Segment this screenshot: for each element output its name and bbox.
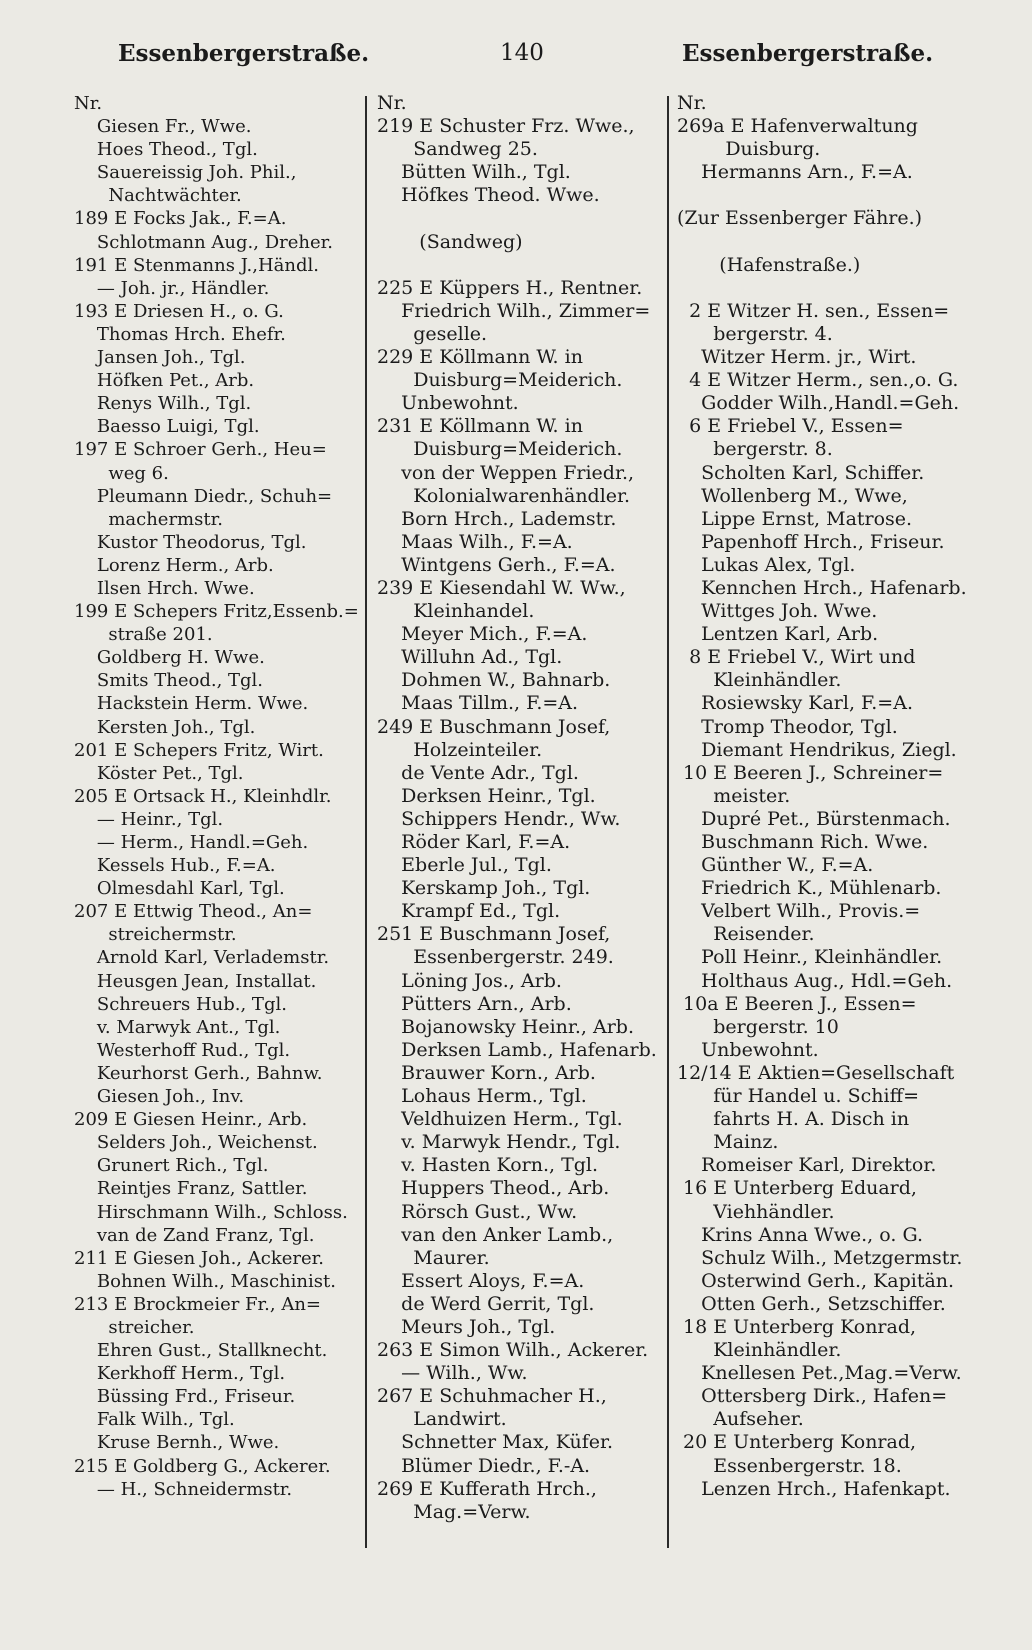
directory-entry-line: [677, 231, 977, 254]
directory-entry-line: Schippers Hendr., Ww.: [377, 807, 621, 830]
directory-entry-line: Meurs Joh., Tgl.: [377, 1315, 556, 1338]
directory-entry-line: 191 E Stenmanns J.,Händl.: [74, 254, 319, 276]
directory-entry-line: Reintjes Franz, Sattler.: [74, 1178, 308, 1200]
directory-entry-line: 269a E Hafenverwaltung: [677, 115, 918, 138]
directory-entry-line: 225 E Küppers H., Rentner.: [377, 276, 643, 299]
directory-entry-line: Reisender.: [677, 923, 815, 946]
directory-entry-line: 213 E Brockmeier Fr., An=: [74, 1293, 322, 1315]
directory-entry-line: Jansen Joh., Tgl.: [74, 347, 246, 369]
directory-entry-line: 263 E Simon Wilh., Ackerer.: [377, 1339, 649, 1362]
directory-entry-line: — Wilh., Ww.: [377, 1362, 528, 1385]
directory-entry-line: Eberle Jul., Tgl.: [377, 854, 552, 877]
directory-entry-line: Godder Wilh.,Handl.=Geh.: [677, 392, 960, 415]
directory-entry-line: 205 E Ortsack H., Kleinhdlr.: [74, 785, 332, 807]
directory-entry-line: — H., Schneidermstr.: [74, 1478, 293, 1500]
directory-entry-line: Lenzen Hrch., Hafenkapt.: [677, 1477, 951, 1500]
directory-entry-line: Lorenz Herm., Arb.: [74, 554, 274, 576]
page-number: 140: [500, 40, 544, 66]
directory-entry-line: Buschmann Rich. Wwe.: [677, 831, 929, 853]
street-heading-left: Essenbergerstraße.: [118, 40, 370, 67]
directory-entry-line: Westerhoff Rud., Tgl.: [74, 1039, 291, 1061]
directory-entry-line: Krins Anna Wwe., o. G.: [677, 1223, 923, 1246]
directory-entry-line: Friedrich K., Mühlenarb.: [677, 877, 942, 900]
directory-entry-line: Otten Gerh., Setzschiffer.: [677, 1292, 946, 1315]
directory-entry-line: 6 E Friebel V., Essen=: [677, 415, 904, 438]
directory-entry-line: Goldberg H. Wwe.: [74, 647, 265, 669]
directory-entry-line: de Werd Gerrit, Tgl.: [377, 1292, 595, 1315]
directory-entry-line: (Hafenstraße.): [677, 253, 861, 276]
directory-entry-line: Knellesen Pet.,Mag.=Verw.: [677, 1362, 962, 1385]
directory-entry-line: de Vente Adr., Tgl.: [377, 761, 579, 784]
directory-entry-line: streichermstr.: [74, 924, 237, 946]
directory-entry-line: [377, 207, 663, 230]
directory-entry-line: 193 E Driesen H., o. G.: [74, 300, 284, 322]
directory-entry-line: Veldhuizen Herm., Tgl.: [377, 1108, 623, 1131]
directory-entry-line: Löning Jos., Arb.: [377, 969, 562, 992]
directory-entry-line: — Herm., Handl.=Geh.: [74, 832, 309, 853]
directory-entry-line: [377, 254, 663, 277]
directory-entry-line: 12/14 E Aktien=Gesellschaft: [677, 1061, 955, 1084]
directory-entry-line: Giesen Fr., Wwe.: [74, 116, 252, 138]
directory-entry-line: 16 E Unterberg Eduard,: [677, 1177, 917, 1200]
page-header: [0, 40, 1032, 84]
directory-entry-line: Krampf Ed., Tgl.: [377, 900, 561, 923]
directory-entry-line: 2 E Witzer H. sen., Essen=: [677, 299, 950, 322]
directory-entry-line: Diemant Hendrikus, Ziegl.: [677, 738, 957, 761]
directory-entry-line: Aufseher.: [677, 1408, 804, 1431]
directory-entry-line: Duisburg=Meiderich.: [377, 369, 623, 392]
directory-entry-line: Friedrich Wilh., Zimmer=: [377, 299, 651, 322]
directory-entry-line: Ehren Gust., Stallknecht.: [74, 1340, 328, 1362]
directory-entry-line: Willuhn Ad., Tgl.: [377, 646, 563, 669]
directory-entry-line: Kruse Bernh., Wwe.: [74, 1432, 280, 1454]
directory-entry-line: Holthaus Aug., Hdl.=Geh.: [677, 969, 953, 992]
directory-entry-line: Kennchen Hrch., Hafenarb.: [677, 576, 967, 599]
directory-entry-line: geselle.: [377, 322, 488, 345]
directory-entry-line: 207 E Ettwig Theod., An=: [74, 901, 313, 923]
directory-entry-line: Pleumann Diedr., Schuh=: [74, 485, 333, 507]
directory-entry-line: Romeiser Karl, Direktor.: [677, 1154, 937, 1177]
directory-entry-line: 249 E Buschmann Josef,: [377, 715, 611, 738]
directory-entry-line: Wintgens Gerh., F.=A.: [377, 553, 616, 576]
directory-entry-line: Lohaus Herm., Tgl.: [377, 1085, 587, 1108]
directory-entry-line: Günther W., F.=A.: [677, 854, 874, 877]
directory-entry-line: Essenbergerstr. 18.: [677, 1454, 902, 1477]
directory-entry-line: Selders Joh., Weichenst.: [74, 1132, 318, 1154]
directory-entry-line: Wittges Joh. Wwe.: [677, 600, 878, 623]
directory-entry-line: 269 E Kufferath Hrch.,: [377, 1477, 597, 1500]
directory-entry-line: Brauwer Korn., Arb.: [377, 1061, 596, 1084]
directory-entry-line: 18 E Unterberg Konrad,: [677, 1315, 917, 1338]
directory-entry-line: Tromp Theodor, Tgl.: [677, 715, 898, 738]
directory-entry-line: 4 E Witzer Herm., sen.,o. G.: [677, 369, 959, 392]
directory-entry-line: Wollenberg M., Wwe,: [677, 484, 908, 507]
directory-entry-line: machermstr.: [74, 508, 223, 530]
directory-entry-line: Grunert Rich., Tgl.: [74, 1155, 269, 1177]
directory-entry-line: (Zur Essenberger Fähre.): [677, 207, 923, 230]
directory-entry-line: 267 E Schuhmacher H.,: [377, 1385, 607, 1408]
directory-entry-line: Essenbergerstr. 249.: [377, 946, 614, 969]
directory-entry-line: Pütters Arn., Arb.: [377, 992, 572, 1015]
directory-entry-line: 197 E Schroer Gerh., Heu=: [74, 439, 327, 461]
directory-entry-line: Maas Tillm., F.=A.: [377, 692, 579, 715]
directory-entry-line: Viehhändler.: [677, 1200, 835, 1223]
directory-entry-line: Schlotmann Aug., Dreher.: [74, 231, 333, 253]
directory-entry-line: 10 E Beeren J., Schreiner=: [677, 761, 944, 784]
directory-entry-line: Osterwind Gerh., Kapitän.: [677, 1269, 955, 1292]
directory-entry-line: Duisburg.: [677, 138, 821, 161]
directory-entry-line: Köster Pet., Tgl.: [74, 762, 244, 784]
directory-entry-line: weg 6.: [74, 462, 169, 484]
directory-entry-line: Derksen Heinr., Tgl.: [377, 784, 596, 807]
directory-entry-line: Kleinhändler.: [677, 1339, 842, 1362]
directory-entry-line: 10a E Beeren J., Essen=: [677, 992, 917, 1015]
directory-entry-line: Nr.: [377, 92, 407, 114]
directory-entry-line: Schreuers Hub., Tgl.: [74, 993, 287, 1015]
directory-entry-line: Kerskamp Joh., Tgl.: [377, 877, 591, 900]
directory-entry-line: 219 E Schuster Frz. Wwe.,: [377, 115, 635, 138]
directory-entry-line: Ottersberg Dirk., Hafen=: [677, 1385, 948, 1408]
directory-entry-line: Arnold Karl, Verlademstr.: [74, 947, 330, 969]
directory-entry-line: bergerstr. 4.: [677, 322, 833, 345]
directory-entry-line: Lukas Alex, Tgl.: [677, 553, 856, 576]
directory-entry-line: Bütten Wilh., Tgl.: [377, 161, 571, 184]
directory-column-2: [377, 92, 663, 1524]
directory-entry-line: Bojanowsky Heinr., Arb.: [377, 1015, 635, 1038]
directory-entry-line: 199 E Schepers Fritz,Essenb.=: [74, 601, 359, 623]
directory-entry-line: 201 E Schepers Fritz, Wirt.: [74, 739, 324, 761]
directory-entry-line: Kersten Joh., Tgl.: [74, 716, 256, 738]
directory-entry-line: Kerkhoff Herm., Tgl.: [74, 1363, 286, 1385]
directory-entry-line: 189 E Focks Jak., F.=A.: [74, 208, 287, 230]
directory-entry-line: Keurhorst Gerh., Bahnw.: [74, 1062, 323, 1084]
street-heading-right: Essenbergerstraße.: [682, 40, 934, 67]
directory-entry-line: Falk Wilh., Tgl.: [74, 1409, 235, 1431]
directory-entry-line: Büssing Frd., Friseur.: [74, 1386, 296, 1408]
directory-entry-line: 231 E Köllmann W. in: [377, 415, 583, 438]
directory-entry-line: 239 E Kiesendahl W. Ww.,: [377, 576, 626, 599]
directory-entry-line: Sauereissig Joh. Phil.,: [74, 162, 297, 184]
directory-entry-line: Essert Aloys, F.=A.: [377, 1269, 585, 1292]
directory-entry-line: Smits Theod., Tgl.: [74, 670, 264, 692]
directory-entry-line: Ilsen Hrch. Wwe.: [74, 577, 255, 599]
directory-entry-line: Nachtwächter.: [74, 185, 242, 207]
directory-entry-line: Kleinhandel.: [377, 600, 535, 623]
directory-entry-line: Meyer Mich., F.=A.: [377, 623, 588, 646]
directory-entry-line: — Joh. jr., Händler.: [74, 277, 270, 299]
directory-entry-line: — Heinr., Tgl.: [74, 808, 224, 830]
directory-entry-line: v. Hasten Korn., Tgl.: [377, 1154, 599, 1177]
column-divider-2: [667, 96, 669, 1548]
directory-entry-line: Kolonialwarenhändler.: [377, 484, 631, 507]
directory-entry-line: Dupré Pet., Bürstenmach.: [677, 807, 951, 830]
directory-entry-line: Kessels Hub., F.=A.: [74, 855, 276, 877]
directory-entry-line: 209 E Giesen Heinr., Arb.: [74, 1109, 308, 1131]
directory-entry-line: Landwirt.: [377, 1408, 507, 1431]
directory-entry-line: [677, 277, 977, 300]
directory-entry-line: Heusgen Jean, Installat.: [74, 970, 317, 992]
directory-entry-line: Unbewohnt.: [377, 392, 519, 415]
directory-entry-line: Mag.=Verw.: [377, 1500, 531, 1523]
directory-entry-line: meister.: [677, 784, 791, 807]
directory-entry-line: Giesen Joh., Inv.: [74, 1086, 245, 1108]
directory-entry-line: Olmesdahl Karl, Tgl.: [74, 878, 285, 900]
directory-entry-line: 20 E Unterberg Konrad,: [677, 1431, 917, 1454]
directory-entry-line: Röder Karl, F.=A.: [377, 831, 571, 853]
directory-entry-line: v. Marwyk Ant., Tgl.: [74, 1016, 281, 1038]
directory-entry-line: fahrts H. A. Disch in: [677, 1108, 910, 1131]
directory-entry-line: Hermanns Arn., F.=A.: [677, 161, 913, 184]
directory-entry-line: 251 E Buschmann Josef,: [377, 923, 611, 946]
directory-entry-line: Derksen Lamb., Hafenarb.: [377, 1038, 657, 1061]
directory-entry-line: Schulz Wilh., Metzgermstr.: [677, 1246, 963, 1269]
directory-entry-line: Lippe Ernst, Matrose.: [677, 507, 913, 530]
directory-entry-line: Blümer Diedr., F.-A.: [377, 1454, 591, 1477]
directory-entry-line: Kleinhändler.: [677, 669, 842, 692]
directory-entry-line: bergerstr. 8.: [677, 438, 833, 461]
directory-entry-line: für Handel u. Schiff=: [677, 1085, 919, 1108]
directory-entry-line: Holzeinteiler.: [377, 738, 543, 761]
directory-entry-line: Kustor Theodorus, Tgl.: [74, 531, 307, 553]
directory-entry-line: 8 E Friebel V., Wirt und: [677, 646, 916, 669]
directory-entry-line: Hoes Theod., Tgl.: [74, 139, 258, 161]
directory-entry-line: Velbert Wilh., Provis.=: [677, 900, 921, 923]
column-divider-1: [365, 96, 367, 1548]
directory-entry-line: 229 E Köllmann W. in: [377, 346, 583, 369]
directory-entry-line: Höfkes Theod. Wwe.: [377, 184, 600, 207]
directory-entry-line: 211 E Giesen Joh., Ackerer.: [74, 1247, 324, 1269]
directory-entry-line: Duisburg=Meiderich.: [377, 438, 623, 461]
directory-column-1: [74, 92, 364, 1501]
directory-entry-line: Hirschmann Wilh., Schloss.: [74, 1201, 348, 1223]
directory-entry-line: Höfken Pet., Arb.: [74, 370, 255, 392]
directory-entry-line: van de Zand Franz, Tgl.: [74, 1224, 315, 1246]
directory-entry-line: Maas Wilh., F.=A.: [377, 530, 573, 553]
directory-entry-line: Schnetter Max, Küfer.: [377, 1431, 614, 1454]
directory-entry-line: von der Weppen Friedr.,: [377, 461, 635, 484]
directory-entry-line: v. Marwyk Hendr., Tgl.: [377, 1131, 621, 1154]
directory-entry-line: Dohmen W., Bahnarb.: [377, 669, 611, 692]
directory-entry-line: Witzer Herm. jr., Wirt.: [677, 346, 917, 369]
directory-entry-line: Nr.: [677, 92, 707, 114]
directory-entry-line: bergerstr. 10: [677, 1015, 839, 1038]
directory-entry-line: Baesso Luigi, Tgl.: [74, 416, 260, 438]
directory-entry-line: Huppers Theod., Arb.: [377, 1177, 610, 1200]
directory-entry-line: (Sandweg): [377, 230, 523, 253]
directory-entry-line: Bohnen Wilh., Maschinist.: [74, 1270, 336, 1292]
directory-entry-line: straße 201.: [74, 624, 213, 646]
directory-entry-line: [677, 184, 977, 207]
directory-entry-line: Mainz.: [677, 1131, 779, 1154]
directory-entry-line: Unbewohnt.: [677, 1038, 819, 1061]
directory-entry-line: streicher.: [74, 1316, 195, 1338]
directory-entry-line: Scholten Karl, Schiffer.: [677, 461, 925, 484]
directory-entry-line: Rörsch Gust., Ww.: [377, 1200, 578, 1223]
directory-entry-line: Lentzen Karl, Arb.: [677, 623, 879, 646]
directory-entry-line: Born Hrch., Lademstr.: [377, 507, 617, 530]
directory-entry-line: 215 E Goldberg G., Ackerer.: [74, 1455, 331, 1477]
directory-entry-line: Hackstein Herm. Wwe.: [74, 693, 309, 715]
directory-entry-line: van den Anker Lamb.,: [377, 1223, 614, 1246]
directory-entry-line: Renys Wilh., Tgl.: [74, 393, 252, 415]
directory-entry-line: Maurer.: [377, 1246, 490, 1269]
directory-entry-line: Papenhoff Hrch., Friseur.: [677, 530, 945, 553]
directory-column-3: [677, 92, 977, 1501]
directory-entry-line: Thomas Hrch. Ehefr.: [74, 323, 286, 345]
directory-entry-line: Nr.: [74, 93, 103, 114]
directory-entry-line: Poll Heinr., Kleinhändler.: [677, 946, 943, 969]
directory-entry-line: Rosiewsky Karl, F.=A.: [677, 692, 913, 715]
directory-entry-line: Sandweg 25.: [377, 138, 538, 161]
